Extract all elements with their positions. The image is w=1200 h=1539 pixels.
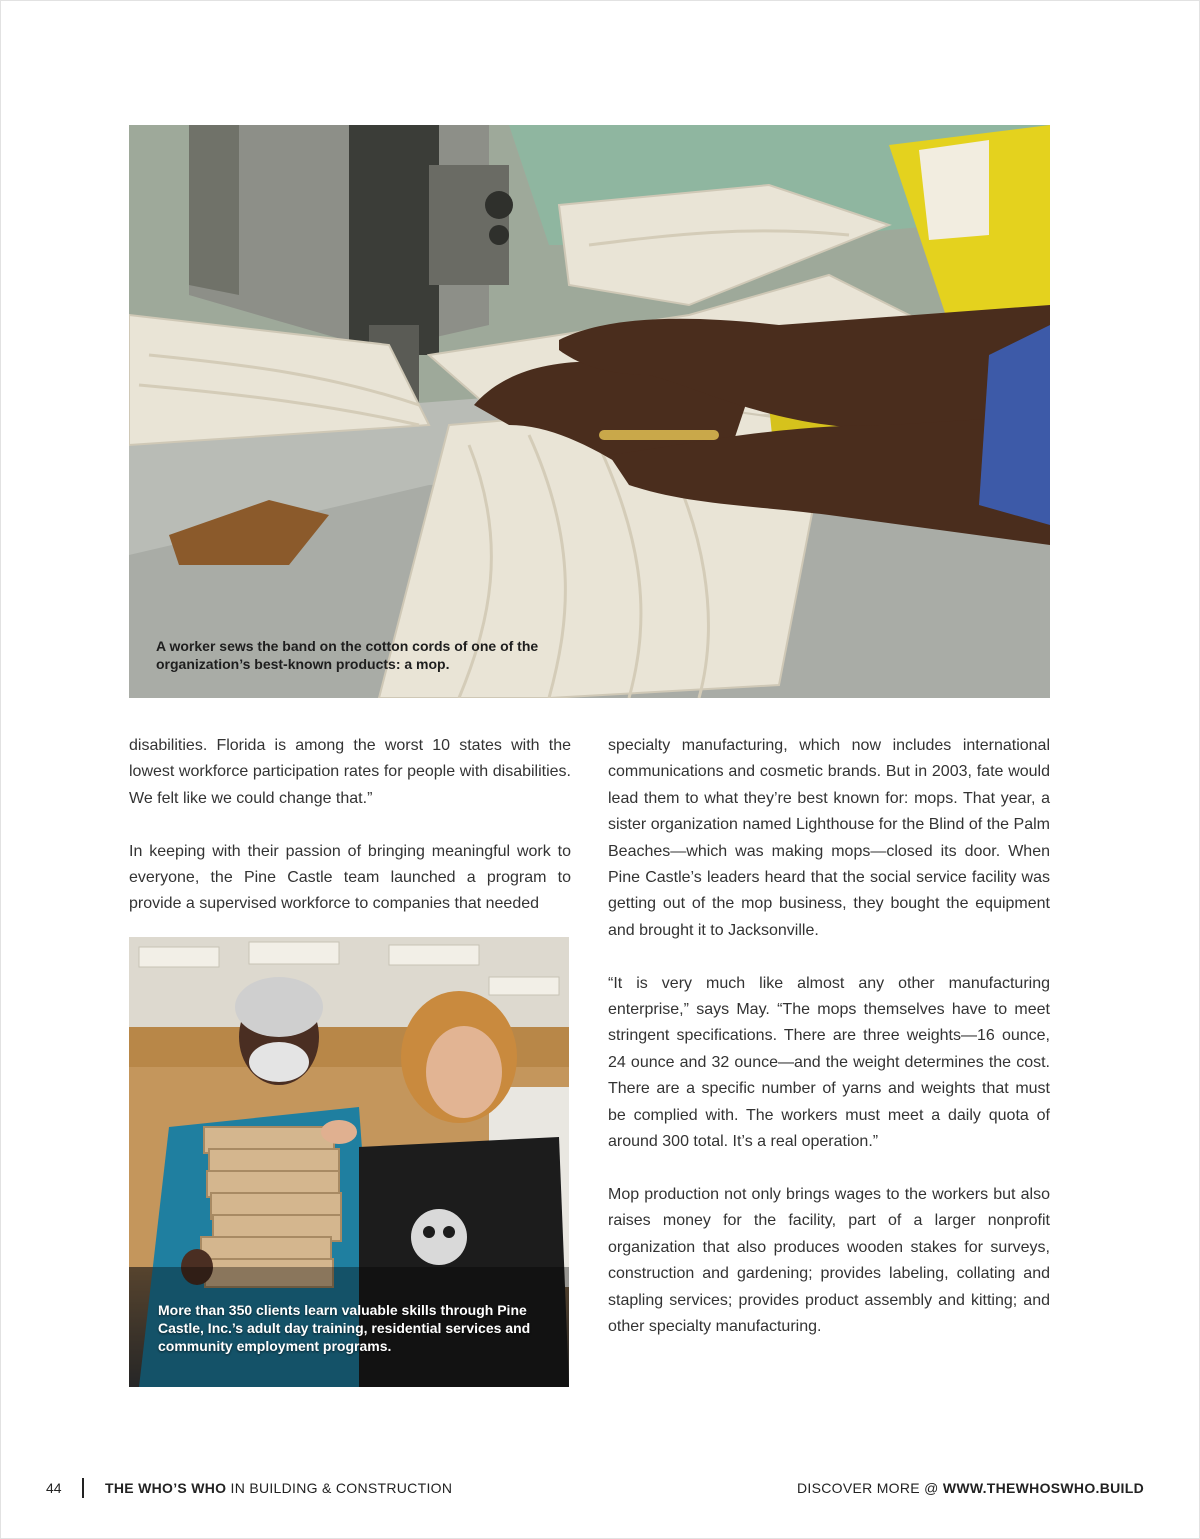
photo-mop-sewing — [129, 125, 1050, 698]
paragraph: In keeping with their passion of bringing meaningful work to everyone, the Pine Castle team launched a program to provide a supervised workforce to companies that needed — [129, 842, 571, 913]
paragraph: disabilities. Florida is among the worst 10 states with the lowest workforce participation rates for people with disabilities. We felt like we could change that.” — [129, 737, 571, 807]
discover-url[interactable]: WWW.THEWHOSWHO.BUILD — [942, 1480, 1144, 1496]
photo-clients-boxes — [129, 937, 569, 1387]
paragraph: specialty manufacturing, which now includes international communications and cosmetic brands. But in 2003, fate would lead them to what they’re best known for: mops. That year, a sister organization named Lighthouse for the Blind of the Palm Beaches—which was making mops—closed its door. When Pine Castle’s leaders heard that the social service facility was getting out of the mop business, they bought the equipment and brought it to Jacksonville. — [608, 737, 1050, 939]
footer-divider — [82, 1478, 84, 1498]
discover-more-link[interactable] — [797, 1480, 1144, 1496]
paragraph: “It is very much like almost any other manufacturing enterprise,” says May. “The mops themselves have to meet stringent specifications. There are three weights—16 ounce, 24 ounce and 32 ounce—and the weight determines the cost. There are a specific number of yarns and weights that must be complied with. The workers must meet a daily quota of around 300 total. It’s a real operation.” — [608, 974, 1050, 1151]
publication-title-rest: IN BUILDING & CONSTRUCTION — [226, 1480, 453, 1496]
paragraph: Mop production not only brings wages to the workers but also raises money for the facility, part of a larger nonprofit organization that also produces wooden stakes for surveys, construction and gardening; provides labeling, collating and stapling services; provides product assembly and kitting; and other specialty manufacturing. — [608, 1185, 1050, 1335]
publication-title-bold: THE WHO’S WHO — [105, 1480, 227, 1496]
publication-title — [105, 1480, 452, 1496]
discover-prefix: DISCOVER MORE @ — [797, 1480, 943, 1496]
photo-mop-sewing-illustration — [129, 125, 1050, 698]
photo-caption-bottom: More than 350 clients learn valuable skills through Pine Castle, Inc.’s adult day training, residential services and community employment programs. — [158, 1302, 531, 1354]
page-footer — [0, 1478, 1200, 1500]
photo-caption-top: A worker sews the band on the cotton cords of one of the organization’s best-known products: a mop. — [156, 638, 539, 672]
article-column-right — [608, 733, 1050, 1340]
page-number: 44 — [46, 1480, 62, 1496]
article-column-left — [129, 733, 571, 918]
